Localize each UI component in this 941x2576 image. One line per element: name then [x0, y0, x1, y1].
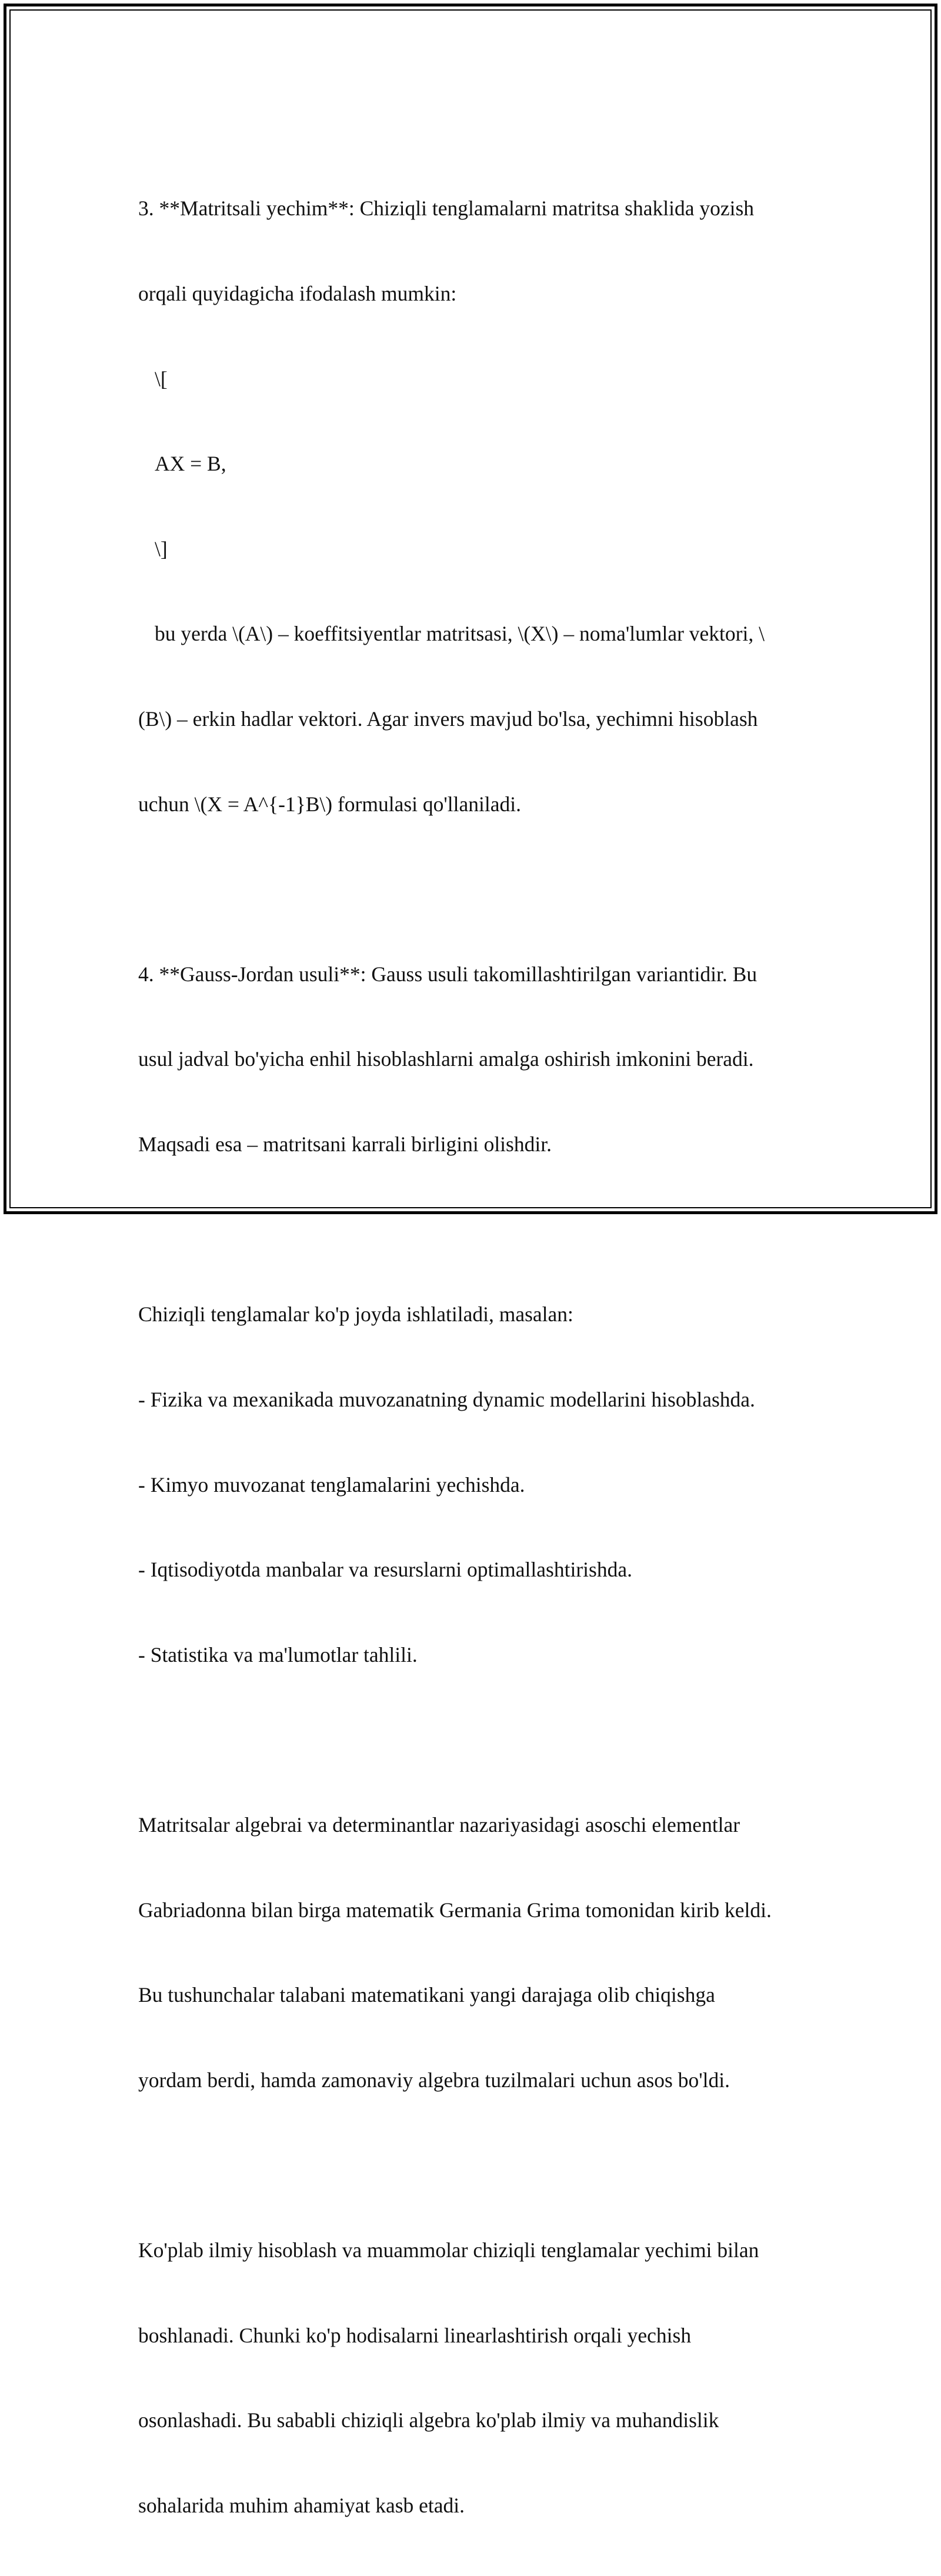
- applications-intro: Chiziqli tenglamalar ko'p joyda ishlatiladi, masalan:: [138, 1302, 573, 1327]
- paragraph-gap: [138, 2151, 815, 2179]
- text-line: boshlanadi. Chunki ko'p hodisalarni linearlashtirish orqali yechish: [138, 2323, 692, 2347]
- text-line: usul jadval bo'yicha enhil hisoblashlarni amalga oshirish imkonini beradi.: [138, 1047, 754, 1071]
- section-history: [138, 1754, 815, 2151]
- section-applications: [138, 1244, 815, 1725]
- section-conclusion: [138, 2180, 815, 2576]
- list-item: - Iqtisodiyotda manbalar va resurslarni optimallashtirishda.: [138, 1558, 632, 1582]
- paragraph-gap: [138, 1725, 815, 1754]
- text-line: 3. **Matritsali yechim**: Chiziqli tenglamalarni matritsa shaklida yozish: [138, 196, 755, 221]
- text-line: bu yerda \(A\) – koeffitsiyentlar matritsasi, \(X\) – noma'lumlar vektori, \: [155, 622, 765, 646]
- text-line: orqali quyidagicha ifodalash mumkin:: [138, 282, 457, 306]
- text-line: Matritsalar algebrai va determinantlar nazariyasidagi asoschi elementlar: [138, 1812, 740, 1837]
- list-item: - Kimyo muvozanat tenglamalarini yechishda.: [138, 1472, 525, 1497]
- text-line: sohalarida muhim ahamiyat kasb etadi.: [138, 2493, 465, 2517]
- text-line: osonlashadi. Bu sababli chiziqli algebra ko'plab ilmiy va muhandislik: [138, 2408, 719, 2432]
- text-line: Maqsadi esa – matritsani karrali birligini olishdir.: [138, 1132, 552, 1157]
- document-body: [138, 138, 815, 2576]
- text-line: 4. **Gauss-Jordan usuli**: Gauss usuli takomillashtirilgan variantidir. Bu: [138, 962, 758, 986]
- text-line: Ko'plab ilmiy hisoblash va muammolar chiziqli tenglamalar yechimi bilan: [138, 2238, 759, 2262]
- paragraph-gap: [138, 1215, 815, 1244]
- text-line: yordam berdi, hamda zamonaviy algebra tuzilmalari uchun asos bo'ldi.: [138, 2068, 730, 2092]
- math-equation: AX = B,: [155, 452, 226, 476]
- section-matrix-solution: [138, 138, 815, 875]
- text-line: uchun \(X = A^{-1}B\) formulasi qo'llaniladi.: [138, 792, 521, 816]
- math-close-delimiter: \]: [155, 536, 168, 561]
- text-line: Gabriadonna bilan birga matematik Germania Grima tomonidan kirib keldi.: [138, 1898, 772, 1922]
- list-item: - Statistika va ma'lumotlar tahlili.: [138, 1642, 418, 1667]
- section-gauss-jordan: [138, 903, 815, 1215]
- math-open-delimiter: \[: [155, 366, 168, 391]
- list-item: - Fizika va mexanikada muvozanatning dynamic modellarini hisoblashda.: [138, 1387, 755, 1411]
- text-line: (B\) – erkin hadlar vektori. Agar invers mavjud bo'lsa, yechimni hisoblash: [138, 707, 758, 731]
- text-line: Bu tushunchalar talabani matematikani yangi darajaga olib chiqishga: [138, 1983, 715, 2007]
- paragraph-gap: [138, 875, 815, 903]
